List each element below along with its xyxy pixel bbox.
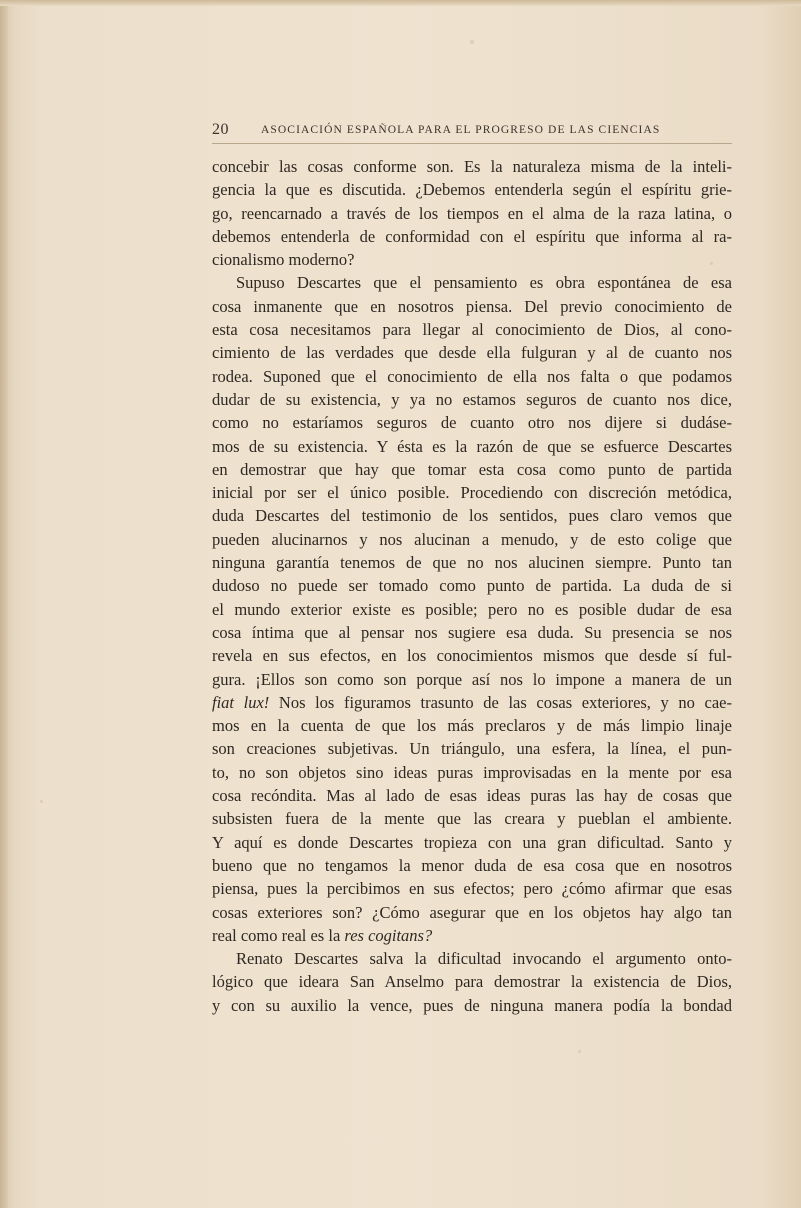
paper-foxing-spot — [710, 262, 713, 265]
running-header — [212, 118, 732, 142]
paper-foxing-spot — [470, 40, 474, 44]
text-line: revela en sus efectos, en los conocimientos mismos que desde sí ful- — [212, 646, 732, 666]
text-line: duda Descartes del testimonio de los sentidos, pues claro vemos que — [212, 506, 732, 526]
page-number: 20 — [212, 121, 229, 138]
text-line: mos de su existencia. Y ésta es la razón de que se esfuerce Descartes — [212, 436, 732, 456]
text-line: debemos entenderla de conformidad con el espíritu que informa al ra- — [212, 226, 732, 246]
body-text — [212, 155, 732, 1017]
text-line: concebir las cosas conforme son. Es la naturaleza misma de la inteli- — [212, 157, 732, 176]
text-line: como no estaríamos seguros de cuanto otro nos dijere si dudáse- — [212, 413, 732, 433]
paper-foxing-spot — [40, 800, 43, 803]
text-line: cosa inmanente que en nosotros piensa. Del previo conocimiento de — [212, 296, 732, 316]
text-line: gencia la que es discutida. ¿Debemos entenderla según el espíritu grie- — [212, 180, 732, 200]
text-line: esta cosa necesitamos para llegar al conocimiento de Dios, al cono- — [212, 320, 732, 340]
text-line-rest: Nos los figuramos trasunto de las cosas exteriores, y no cae- — [269, 692, 733, 712]
text-line: cimiento de las verdades que desde ella fulguran y al de cuanto nos — [212, 343, 732, 363]
text-line: go, reencarnado a través de los tiempos en el alma de la raza latina, o — [212, 203, 732, 223]
text-line — [212, 691, 732, 714]
text-line: cosas exteriores son? ¿Cómo asegurar que en los objetos hay algo tan — [212, 902, 732, 922]
text-line: mos en la cuenta de que los más preclaros y de más limpio linaje — [212, 716, 732, 736]
text-line: inicial por ser el único posible. Procediendo con discreción metódica, — [212, 483, 732, 503]
running-title: ASOCIACIÓN ESPAÑOLA PARA EL PROGRESO DE LAS CIENCIAS — [261, 124, 661, 136]
text-line: Renato Descartes salva la dificultad invocando el argumento onto- — [236, 949, 732, 969]
text-line: lógico que ideara San Anselmo para demostrar la existencia de Dios, — [212, 972, 732, 992]
text-line: pueden alucinarnos y nos alucinan a menudo, y de esto colige que — [212, 529, 732, 549]
text-line: cosa recóndita. Mas al lado de esas ideas puras las hay de cosas que — [212, 786, 732, 806]
paper-foxing-spot — [578, 1050, 581, 1053]
text-line: dudoso no puede ser tomado como punto de partida. La duda de si — [212, 576, 732, 596]
italic-phrase: fiat lux! — [212, 692, 270, 712]
paragraph-3 — [212, 947, 732, 1017]
italic-phrase: res cogitans? — [344, 925, 433, 945]
text-line: subsisten fuera de la mente que las creara y pueblan el ambiente. — [212, 809, 732, 829]
text-line: piensa, pues la percibimos en sus efectos; pero ¿cómo afirmar que esas — [212, 879, 732, 899]
text-line: gura. ¡Ellos son como son porque así nos lo impone a manera de un — [212, 669, 732, 689]
paragraph-2 — [212, 271, 732, 947]
text-line: son creaciones subjetivas. Un triángulo, una esfera, la línea, el pun- — [212, 739, 732, 759]
text-line: ninguna garantía tenemos de que no nos alucinen siempre. Punto tan — [212, 553, 732, 573]
text-line — [212, 924, 732, 947]
text-line: cionalismo moderno? — [212, 250, 355, 270]
text-line: Supuso Descartes que el pensamiento es obra espontánea de esa — [236, 273, 732, 293]
text-line: to, no son objetos sino ideas puras improvisadas en la mente por esa — [212, 762, 732, 782]
text-line: rodea. Suponed que el conocimiento de ella nos falta o que podamos — [212, 366, 732, 386]
text-line: Y aquí es donde Descartes tropieza con una gran dificultad. Santo y — [212, 832, 732, 852]
text-line-start: real como real es la — [212, 925, 345, 945]
paragraph-1 — [212, 155, 732, 271]
page-edge-shadow — [0, 0, 8, 1208]
text-line: cosa íntima que al pensar nos sugiere esa duda. Su presencia se nos — [212, 622, 732, 642]
page-top-edge — [0, 0, 801, 6]
text-line: y con su auxilio la vence, pues de ninguna manera podía la bondad — [212, 995, 732, 1015]
text-line: dudar de su existencia, y ya no estamos seguros de cuanto nos dice, — [212, 389, 732, 409]
text-line: el mundo exterior existe es posible; pero no es posible dudar de esa — [212, 599, 732, 619]
text-line: en demostrar que hay que tomar esta cosa como punto de partida — [212, 459, 732, 479]
header-rule — [212, 143, 732, 144]
text-line: bueno que no tengamos la menor duda de esa cosa que en nosotros — [212, 855, 732, 875]
